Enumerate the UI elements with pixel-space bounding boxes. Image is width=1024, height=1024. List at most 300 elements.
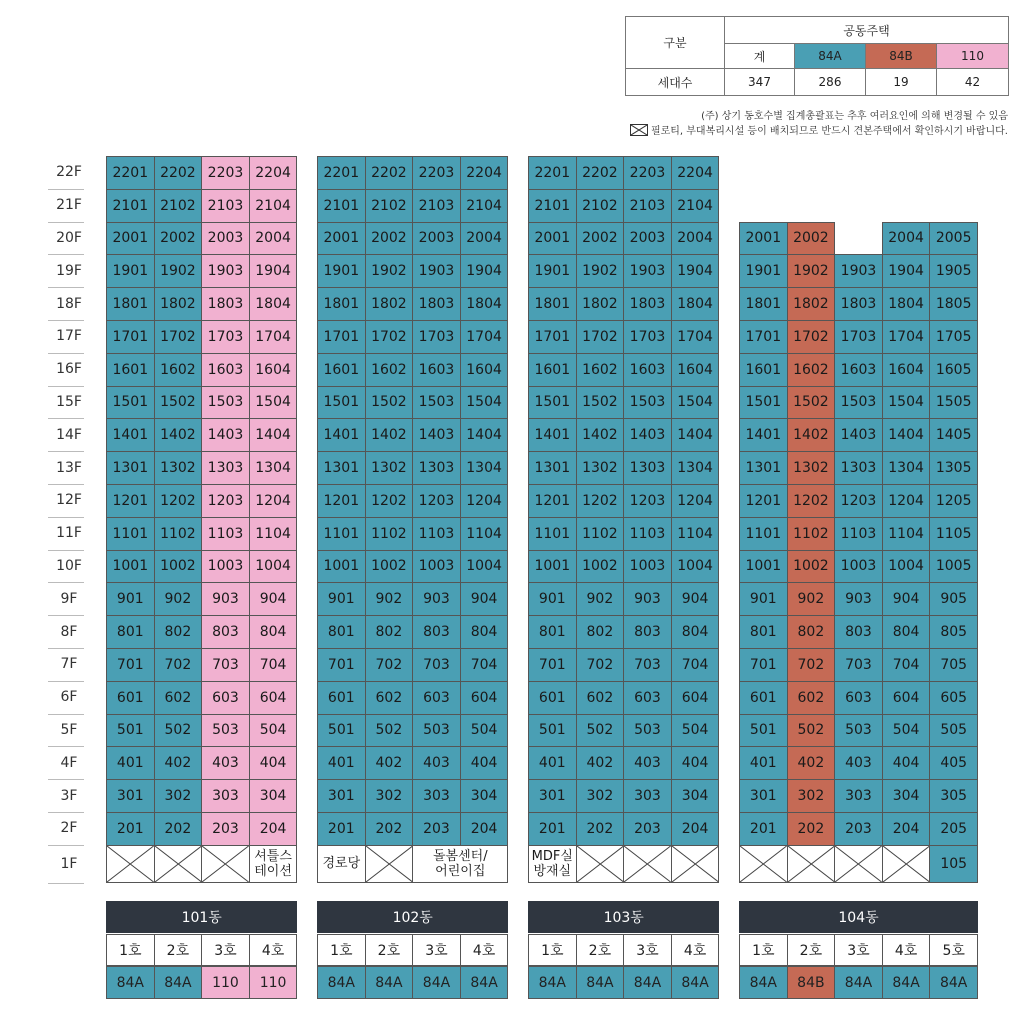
unit-cell[interactable]: 1302 xyxy=(154,451,203,485)
unit-cell[interactable]: 1202 xyxy=(787,484,836,518)
unit-cell[interactable]: 1602 xyxy=(576,353,625,387)
unit-cell[interactable]: 701 xyxy=(528,648,577,682)
unit-cell[interactable]: 405 xyxy=(929,746,978,780)
unit-cell[interactable]: 901 xyxy=(106,582,155,616)
unit-cell[interactable]: 1702 xyxy=(154,320,203,354)
unit-cell[interactable]: 904 xyxy=(460,582,509,616)
unit-cell[interactable]: 1002 xyxy=(787,550,836,584)
unit-cell[interactable]: 202 xyxy=(576,812,625,846)
unit-cell[interactable]: 1704 xyxy=(460,320,509,354)
unit-cell[interactable]: 1303 xyxy=(201,451,250,485)
unit-cell[interactable]: 404 xyxy=(460,746,509,780)
unit-cell[interactable]: 1605 xyxy=(929,353,978,387)
unit-cell[interactable]: 1701 xyxy=(528,320,577,354)
unit-cell[interactable]: 1102 xyxy=(576,517,625,551)
unit-cell[interactable]: 2001 xyxy=(106,222,155,256)
unit-cell[interactable]: 1105 xyxy=(929,517,978,551)
unit-cell[interactable]: 2102 xyxy=(365,189,414,223)
unit-cell[interactable]: 1502 xyxy=(576,386,625,420)
unit-cell[interactable]: 2201 xyxy=(317,156,366,190)
unit-cell[interactable]: 604 xyxy=(882,681,931,715)
unit-cell[interactable]: 2004 xyxy=(460,222,509,256)
unit-cell[interactable]: 401 xyxy=(106,746,155,780)
unit-cell[interactable]: 2003 xyxy=(412,222,461,256)
unit-cell[interactable]: 904 xyxy=(882,582,931,616)
unit-cell[interactable]: 502 xyxy=(154,714,203,748)
unit-cell[interactable]: 1604 xyxy=(671,353,720,387)
unit-cell[interactable]: 1703 xyxy=(623,320,672,354)
unit-cell[interactable]: 1203 xyxy=(623,484,672,518)
unit-cell[interactable]: 704 xyxy=(249,648,298,682)
unit-cell[interactable]: 2002 xyxy=(365,222,414,256)
unit-cell[interactable]: 303 xyxy=(412,779,461,813)
unit-cell[interactable]: 1505 xyxy=(929,386,978,420)
unit-cell[interactable]: 1704 xyxy=(249,320,298,354)
unit-cell[interactable]: 105 xyxy=(929,845,978,883)
unit-cell[interactable]: 302 xyxy=(787,779,836,813)
unit-cell[interactable]: 304 xyxy=(671,779,720,813)
unit-cell[interactable]: 1705 xyxy=(929,320,978,354)
unit-cell[interactable]: 701 xyxy=(106,648,155,682)
unit-cell[interactable]: 504 xyxy=(671,714,720,748)
unit-cell[interactable]: 604 xyxy=(671,681,720,715)
unit-cell[interactable]: 1804 xyxy=(671,287,720,321)
unit-cell[interactable]: 503 xyxy=(412,714,461,748)
unit-cell[interactable]: 903 xyxy=(412,582,461,616)
unit-cell[interactable]: 1602 xyxy=(154,353,203,387)
unit-cell[interactable]: 2204 xyxy=(671,156,720,190)
unit-cell[interactable]: 801 xyxy=(739,615,788,649)
unit-cell[interactable]: 1401 xyxy=(106,418,155,452)
unit-cell[interactable]: 1101 xyxy=(317,517,366,551)
unit-cell[interactable]: 2201 xyxy=(106,156,155,190)
unit-cell[interactable]: 602 xyxy=(576,681,625,715)
unit-cell[interactable]: 401 xyxy=(317,746,366,780)
unit-cell[interactable]: 2104 xyxy=(671,189,720,223)
unit-cell[interactable]: 2004 xyxy=(249,222,298,256)
unit-cell[interactable]: 1102 xyxy=(154,517,203,551)
unit-cell[interactable]: 1001 xyxy=(106,550,155,584)
unit-cell[interactable]: 1101 xyxy=(739,517,788,551)
unit-cell[interactable]: 204 xyxy=(249,812,298,846)
unit-cell[interactable]: 1804 xyxy=(460,287,509,321)
unit-cell[interactable]: 804 xyxy=(882,615,931,649)
unit-cell[interactable]: 1001 xyxy=(528,550,577,584)
unit-cell[interactable]: 1004 xyxy=(249,550,298,584)
unit-cell[interactable]: 1702 xyxy=(576,320,625,354)
unit-cell[interactable]: 704 xyxy=(671,648,720,682)
unit-cell[interactable]: 404 xyxy=(671,746,720,780)
unit-cell[interactable]: 1402 xyxy=(787,418,836,452)
unit-cell[interactable]: 1704 xyxy=(882,320,931,354)
unit-cell[interactable]: 1604 xyxy=(249,353,298,387)
unit-cell[interactable]: 1103 xyxy=(834,517,883,551)
unit-cell[interactable]: 802 xyxy=(787,615,836,649)
unit-cell[interactable]: 1003 xyxy=(834,550,883,584)
unit-cell[interactable]: 1304 xyxy=(671,451,720,485)
unit-cell[interactable]: 2001 xyxy=(528,222,577,256)
unit-cell[interactable]: 1703 xyxy=(834,320,883,354)
unit-cell[interactable]: 1603 xyxy=(623,353,672,387)
unit-cell[interactable]: 902 xyxy=(154,582,203,616)
unit-cell[interactable]: 1204 xyxy=(671,484,720,518)
unit-cell[interactable]: 1201 xyxy=(106,484,155,518)
unit-cell[interactable]: 402 xyxy=(576,746,625,780)
unit-cell[interactable]: 1504 xyxy=(671,386,720,420)
unit-cell[interactable]: 1901 xyxy=(528,254,577,288)
unit-cell[interactable]: 601 xyxy=(739,681,788,715)
unit-cell[interactable]: 904 xyxy=(249,582,298,616)
unit-cell[interactable]: 1202 xyxy=(576,484,625,518)
unit-cell[interactable]: 304 xyxy=(249,779,298,813)
unit-cell[interactable]: 1805 xyxy=(929,287,978,321)
unit-cell[interactable]: 1102 xyxy=(365,517,414,551)
unit-cell[interactable]: 1404 xyxy=(249,418,298,452)
unit-cell[interactable]: 1804 xyxy=(882,287,931,321)
unit-cell[interactable]: 1104 xyxy=(460,517,509,551)
unit-cell[interactable]: 2203 xyxy=(623,156,672,190)
unit-cell[interactable]: 1501 xyxy=(106,386,155,420)
unit-cell[interactable]: 1603 xyxy=(412,353,461,387)
unit-cell[interactable]: 904 xyxy=(671,582,720,616)
unit-cell[interactable]: 601 xyxy=(317,681,366,715)
unit-cell[interactable]: 1402 xyxy=(365,418,414,452)
unit-cell[interactable]: 202 xyxy=(154,812,203,846)
unit-cell[interactable]: 1402 xyxy=(154,418,203,452)
unit-cell[interactable]: 1203 xyxy=(834,484,883,518)
unit-cell[interactable]: 905 xyxy=(929,582,978,616)
unit-cell[interactable]: 1801 xyxy=(528,287,577,321)
unit-cell[interactable]: 604 xyxy=(460,681,509,715)
unit-cell[interactable]: 1002 xyxy=(365,550,414,584)
unit-cell[interactable]: 1303 xyxy=(834,451,883,485)
unit-cell[interactable]: 503 xyxy=(623,714,672,748)
unit-cell[interactable]: 903 xyxy=(834,582,883,616)
unit-cell[interactable]: 1101 xyxy=(106,517,155,551)
unit-cell[interactable]: 1604 xyxy=(460,353,509,387)
unit-cell[interactable]: 1501 xyxy=(739,386,788,420)
unit-cell[interactable]: 903 xyxy=(623,582,672,616)
unit-cell[interactable]: 1301 xyxy=(317,451,366,485)
unit-cell[interactable]: 1601 xyxy=(317,353,366,387)
unit-cell[interactable]: 2102 xyxy=(154,189,203,223)
unit-cell[interactable]: 304 xyxy=(460,779,509,813)
unit-cell[interactable]: 1004 xyxy=(671,550,720,584)
unit-cell[interactable]: 201 xyxy=(739,812,788,846)
unit-cell[interactable]: 804 xyxy=(249,615,298,649)
unit-cell[interactable]: 603 xyxy=(412,681,461,715)
unit-cell[interactable]: 1905 xyxy=(929,254,978,288)
unit-cell[interactable]: 1404 xyxy=(882,418,931,452)
unit-cell[interactable]: 2203 xyxy=(412,156,461,190)
unit-cell[interactable]: 204 xyxy=(671,812,720,846)
unit-cell[interactable]: 2204 xyxy=(460,156,509,190)
unit-cell[interactable]: 204 xyxy=(882,812,931,846)
unit-cell[interactable]: 1903 xyxy=(412,254,461,288)
unit-cell[interactable]: 1504 xyxy=(249,386,298,420)
unit-cell[interactable]: 1501 xyxy=(317,386,366,420)
unit-cell[interactable]: 602 xyxy=(154,681,203,715)
unit-cell[interactable]: 2002 xyxy=(787,222,836,256)
unit-cell[interactable]: 502 xyxy=(576,714,625,748)
unit-cell[interactable]: 705 xyxy=(929,648,978,682)
unit-cell[interactable]: 1203 xyxy=(412,484,461,518)
unit-cell[interactable]: 1202 xyxy=(365,484,414,518)
unit-cell[interactable]: 203 xyxy=(834,812,883,846)
unit-cell[interactable]: 1701 xyxy=(106,320,155,354)
unit-cell[interactable]: 1005 xyxy=(929,550,978,584)
unit-cell[interactable]: 2103 xyxy=(623,189,672,223)
unit-cell[interactable]: 1301 xyxy=(106,451,155,485)
unit-cell[interactable]: 901 xyxy=(528,582,577,616)
unit-cell[interactable]: 902 xyxy=(365,582,414,616)
unit-cell[interactable]: 1901 xyxy=(106,254,155,288)
unit-cell[interactable]: 1201 xyxy=(317,484,366,518)
unit-cell[interactable]: 1801 xyxy=(317,287,366,321)
unit-cell[interactable]: 1603 xyxy=(201,353,250,387)
unit-cell[interactable]: 801 xyxy=(106,615,155,649)
unit-cell[interactable]: 402 xyxy=(154,746,203,780)
unit-cell[interactable]: 1103 xyxy=(201,517,250,551)
unit-cell[interactable]: 1003 xyxy=(623,550,672,584)
unit-cell[interactable]: 1803 xyxy=(412,287,461,321)
unit-cell[interactable]: 803 xyxy=(623,615,672,649)
unit-cell[interactable]: 1602 xyxy=(787,353,836,387)
unit-cell[interactable]: 304 xyxy=(882,779,931,813)
unit-cell[interactable]: 2101 xyxy=(317,189,366,223)
unit-cell[interactable]: 704 xyxy=(882,648,931,682)
unit-cell[interactable]: 1503 xyxy=(201,386,250,420)
unit-cell[interactable]: 803 xyxy=(412,615,461,649)
unit-cell[interactable]: 801 xyxy=(317,615,366,649)
unit-cell[interactable]: 1001 xyxy=(739,550,788,584)
unit-cell[interactable]: 201 xyxy=(106,812,155,846)
unit-cell[interactable]: 1503 xyxy=(623,386,672,420)
unit-cell[interactable]: 2002 xyxy=(154,222,203,256)
unit-cell[interactable]: 603 xyxy=(201,681,250,715)
unit-cell[interactable]: 1504 xyxy=(460,386,509,420)
unit-cell[interactable]: 702 xyxy=(787,648,836,682)
unit-cell[interactable]: 1603 xyxy=(834,353,883,387)
unit-cell[interactable]: 403 xyxy=(834,746,883,780)
unit-cell[interactable]: 1403 xyxy=(412,418,461,452)
unit-cell[interactable]: 502 xyxy=(787,714,836,748)
unit-cell[interactable]: 1503 xyxy=(834,386,883,420)
unit-cell[interactable]: 1903 xyxy=(201,254,250,288)
unit-cell[interactable]: 203 xyxy=(623,812,672,846)
unit-cell[interactable]: 2002 xyxy=(576,222,625,256)
unit-cell[interactable]: 1303 xyxy=(412,451,461,485)
unit-cell[interactable]: 1403 xyxy=(623,418,672,452)
unit-cell[interactable]: 1004 xyxy=(882,550,931,584)
unit-cell[interactable]: 1902 xyxy=(787,254,836,288)
unit-cell[interactable]: 1802 xyxy=(365,287,414,321)
unit-cell[interactable]: 801 xyxy=(528,615,577,649)
unit-cell[interactable]: 1401 xyxy=(528,418,577,452)
unit-cell[interactable]: 1902 xyxy=(576,254,625,288)
unit-cell[interactable]: 301 xyxy=(317,779,366,813)
unit-cell[interactable]: 903 xyxy=(201,582,250,616)
unit-cell[interactable]: 2101 xyxy=(106,189,155,223)
unit-cell[interactable]: 1405 xyxy=(929,418,978,452)
unit-cell[interactable]: 1202 xyxy=(154,484,203,518)
unit-cell[interactable]: 1704 xyxy=(671,320,720,354)
unit-cell[interactable]: 1204 xyxy=(460,484,509,518)
unit-cell[interactable]: 203 xyxy=(412,812,461,846)
unit-cell[interactable]: 805 xyxy=(929,615,978,649)
unit-cell[interactable]: 1802 xyxy=(787,287,836,321)
unit-cell[interactable]: 403 xyxy=(623,746,672,780)
unit-cell[interactable]: 2004 xyxy=(882,222,931,256)
unit-cell[interactable]: 1703 xyxy=(412,320,461,354)
unit-cell[interactable]: 504 xyxy=(882,714,931,748)
unit-cell[interactable]: 404 xyxy=(882,746,931,780)
unit-cell[interactable]: 901 xyxy=(317,582,366,616)
unit-cell[interactable]: 504 xyxy=(460,714,509,748)
unit-cell[interactable]: 1002 xyxy=(576,550,625,584)
unit-cell[interactable]: 2202 xyxy=(365,156,414,190)
unit-cell[interactable]: 1501 xyxy=(528,386,577,420)
unit-cell[interactable]: 305 xyxy=(929,779,978,813)
unit-cell[interactable]: 703 xyxy=(623,648,672,682)
unit-cell[interactable]: 1305 xyxy=(929,451,978,485)
unit-cell[interactable]: 602 xyxy=(787,681,836,715)
unit-cell[interactable]: 1702 xyxy=(787,320,836,354)
unit-cell[interactable]: 1502 xyxy=(365,386,414,420)
unit-cell[interactable]: 1401 xyxy=(317,418,366,452)
unit-cell[interactable]: 1302 xyxy=(576,451,625,485)
unit-cell[interactable]: 1304 xyxy=(460,451,509,485)
unit-cell[interactable]: 702 xyxy=(365,648,414,682)
unit-cell[interactable]: 2001 xyxy=(739,222,788,256)
unit-cell[interactable]: 301 xyxy=(739,779,788,813)
unit-cell[interactable]: 1804 xyxy=(249,287,298,321)
unit-cell[interactable]: 1902 xyxy=(154,254,203,288)
unit-cell[interactable]: 1203 xyxy=(201,484,250,518)
unit-cell[interactable]: 1601 xyxy=(739,353,788,387)
unit-cell[interactable]: 1602 xyxy=(365,353,414,387)
unit-cell[interactable]: 704 xyxy=(460,648,509,682)
unit-cell[interactable]: 303 xyxy=(201,779,250,813)
unit-cell[interactable]: 1301 xyxy=(739,451,788,485)
unit-cell[interactable]: 1201 xyxy=(528,484,577,518)
unit-cell[interactable]: 1302 xyxy=(787,451,836,485)
unit-cell[interactable]: 501 xyxy=(106,714,155,748)
unit-cell[interactable]: 703 xyxy=(412,648,461,682)
unit-cell[interactable]: 505 xyxy=(929,714,978,748)
unit-cell[interactable]: 2202 xyxy=(154,156,203,190)
unit-cell[interactable]: 503 xyxy=(834,714,883,748)
unit-cell[interactable]: 901 xyxy=(739,582,788,616)
unit-cell[interactable]: 1803 xyxy=(834,287,883,321)
unit-cell[interactable]: 1002 xyxy=(154,550,203,584)
unit-cell[interactable]: 1104 xyxy=(249,517,298,551)
unit-cell[interactable]: 1604 xyxy=(882,353,931,387)
unit-cell[interactable]: 1404 xyxy=(671,418,720,452)
unit-cell[interactable]: 2101 xyxy=(528,189,577,223)
unit-cell[interactable]: 604 xyxy=(249,681,298,715)
unit-cell[interactable]: 1402 xyxy=(576,418,625,452)
unit-cell[interactable]: 501 xyxy=(528,714,577,748)
unit-cell[interactable]: 2204 xyxy=(249,156,298,190)
unit-cell[interactable]: 1504 xyxy=(882,386,931,420)
unit-cell[interactable]: 1904 xyxy=(882,254,931,288)
unit-cell[interactable]: 701 xyxy=(317,648,366,682)
unit-cell[interactable]: 402 xyxy=(365,746,414,780)
unit-cell[interactable]: 1304 xyxy=(249,451,298,485)
unit-cell[interactable]: 1702 xyxy=(365,320,414,354)
unit-cell[interactable]: 1404 xyxy=(460,418,509,452)
unit-cell[interactable]: 302 xyxy=(576,779,625,813)
unit-cell[interactable]: 403 xyxy=(201,746,250,780)
unit-cell[interactable]: 1901 xyxy=(739,254,788,288)
unit-cell[interactable]: 204 xyxy=(460,812,509,846)
unit-cell[interactable]: 503 xyxy=(201,714,250,748)
unit-cell[interactable]: 403 xyxy=(412,746,461,780)
unit-cell[interactable]: 2201 xyxy=(528,156,577,190)
unit-cell[interactable]: 902 xyxy=(787,582,836,616)
unit-cell[interactable]: 2103 xyxy=(412,189,461,223)
unit-cell[interactable]: 1701 xyxy=(317,320,366,354)
unit-cell[interactable]: 1803 xyxy=(201,287,250,321)
unit-cell[interactable]: 1903 xyxy=(623,254,672,288)
unit-cell[interactable]: 302 xyxy=(154,779,203,813)
unit-cell[interactable]: 605 xyxy=(929,681,978,715)
unit-cell[interactable]: 1201 xyxy=(739,484,788,518)
unit-cell[interactable]: 203 xyxy=(201,812,250,846)
unit-cell[interactable]: 701 xyxy=(739,648,788,682)
unit-cell[interactable]: 303 xyxy=(623,779,672,813)
unit-cell[interactable]: 1802 xyxy=(154,287,203,321)
unit-cell[interactable]: 302 xyxy=(365,779,414,813)
unit-cell[interactable]: 504 xyxy=(249,714,298,748)
unit-cell[interactable]: 2004 xyxy=(671,222,720,256)
unit-cell[interactable]: 1104 xyxy=(882,517,931,551)
unit-cell[interactable]: 1801 xyxy=(106,287,155,321)
unit-cell[interactable]: 1303 xyxy=(623,451,672,485)
unit-cell[interactable]: 1904 xyxy=(671,254,720,288)
unit-cell[interactable]: 202 xyxy=(787,812,836,846)
unit-cell[interactable]: 1703 xyxy=(201,320,250,354)
unit-cell[interactable]: 1403 xyxy=(201,418,250,452)
unit-cell[interactable]: 1204 xyxy=(249,484,298,518)
unit-cell[interactable]: 1101 xyxy=(528,517,577,551)
unit-cell[interactable]: 1903 xyxy=(834,254,883,288)
unit-cell[interactable]: 2104 xyxy=(460,189,509,223)
unit-cell[interactable]: 201 xyxy=(317,812,366,846)
unit-cell[interactable]: 502 xyxy=(365,714,414,748)
unit-cell[interactable]: 1003 xyxy=(412,550,461,584)
unit-cell[interactable]: 1102 xyxy=(787,517,836,551)
unit-cell[interactable]: 301 xyxy=(528,779,577,813)
unit-cell[interactable]: 1204 xyxy=(882,484,931,518)
unit-cell[interactable]: 501 xyxy=(317,714,366,748)
unit-cell[interactable]: 804 xyxy=(671,615,720,649)
unit-cell[interactable]: 603 xyxy=(834,681,883,715)
unit-cell[interactable]: 1301 xyxy=(528,451,577,485)
unit-cell[interactable]: 1401 xyxy=(739,418,788,452)
unit-cell[interactable]: 2203 xyxy=(201,156,250,190)
unit-cell[interactable]: 1302 xyxy=(365,451,414,485)
unit-cell[interactable]: 603 xyxy=(623,681,672,715)
unit-cell[interactable]: 205 xyxy=(929,812,978,846)
unit-cell[interactable]: 1601 xyxy=(528,353,577,387)
unit-cell[interactable]: 1902 xyxy=(365,254,414,288)
unit-cell[interactable]: 803 xyxy=(834,615,883,649)
unit-cell[interactable]: 803 xyxy=(201,615,250,649)
unit-cell[interactable]: 202 xyxy=(365,812,414,846)
unit-cell[interactable]: 501 xyxy=(739,714,788,748)
